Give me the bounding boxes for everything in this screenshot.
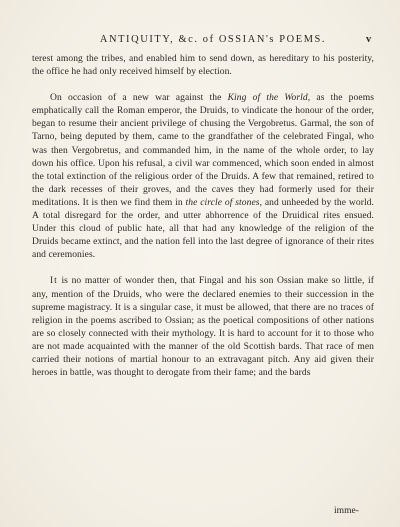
paragraph-1 xyxy=(32,52,374,78)
body-text xyxy=(32,52,374,379)
text-segment: is no matter of wonder then, that Fingal and his son Ossian make so little, if any, mention of the Druids, who were the declared enemies to their succession in the supreme magistracy. It is a singular case, it must be allowed, that there are no traces of religion in the poems ascribed to Ossian; as the poetical compositions of other nations are so closely connected with their mythology. It is hard to account for it to those who are not made acquainted with the manner of the old Scottish bards. That race of men carried their notions of martial honour to an extravagant pitch. Any aid given their heroes in battle, was thought to derogate from their fame; and the bards xyxy=(32,275,374,379)
text-segment: terest among the tribes, and enabled him to send down, as hereditary to his posterity, the office he had only received himself by election. xyxy=(32,53,374,78)
catchword: imme- xyxy=(334,505,359,516)
page-number: v xyxy=(366,34,372,45)
text-segment: On occasion of a new war against the xyxy=(50,92,228,104)
text-segment: as the poems emphatically call the Roman emperor, the Druids, to vindicate the honour of the order, began to resume their ancient privilege of chusing the Vergobretus. Garmal, the son of Tarno, being deputed by them, came to the grandfather of the celebrated Fingal, who was then Vergobretus, and commanded him, in the name of the whole order, to lay down his office. Upon his refusal, a civil war commenced, which soon ended in almost the total extinction of the religious order of the Druids. A few that remained, retired to the dark recesses of their groves, and the caves they had formerly used for their meditations. It is then we find them in xyxy=(32,92,375,208)
text-segment: and unheeded by the world. A total disregard for the order, and utter abhorrence of the Druidical rites ensued. Under this cloud of public hate, all that had any knowledge of the religion of the Druids became extinct, and the nation fell into the last degree of ignorance of their rites and ceremonies. xyxy=(32,196,375,261)
text-segment: the circle of stones, xyxy=(185,196,263,208)
running-title: ANTIQUITY, &c. of OSSIAN's POEMS. xyxy=(99,34,327,45)
text-segment: King of the World, xyxy=(227,92,311,104)
text-segment: It xyxy=(50,275,58,287)
paragraph-2 xyxy=(32,91,374,261)
paragraph-3 xyxy=(32,274,374,379)
